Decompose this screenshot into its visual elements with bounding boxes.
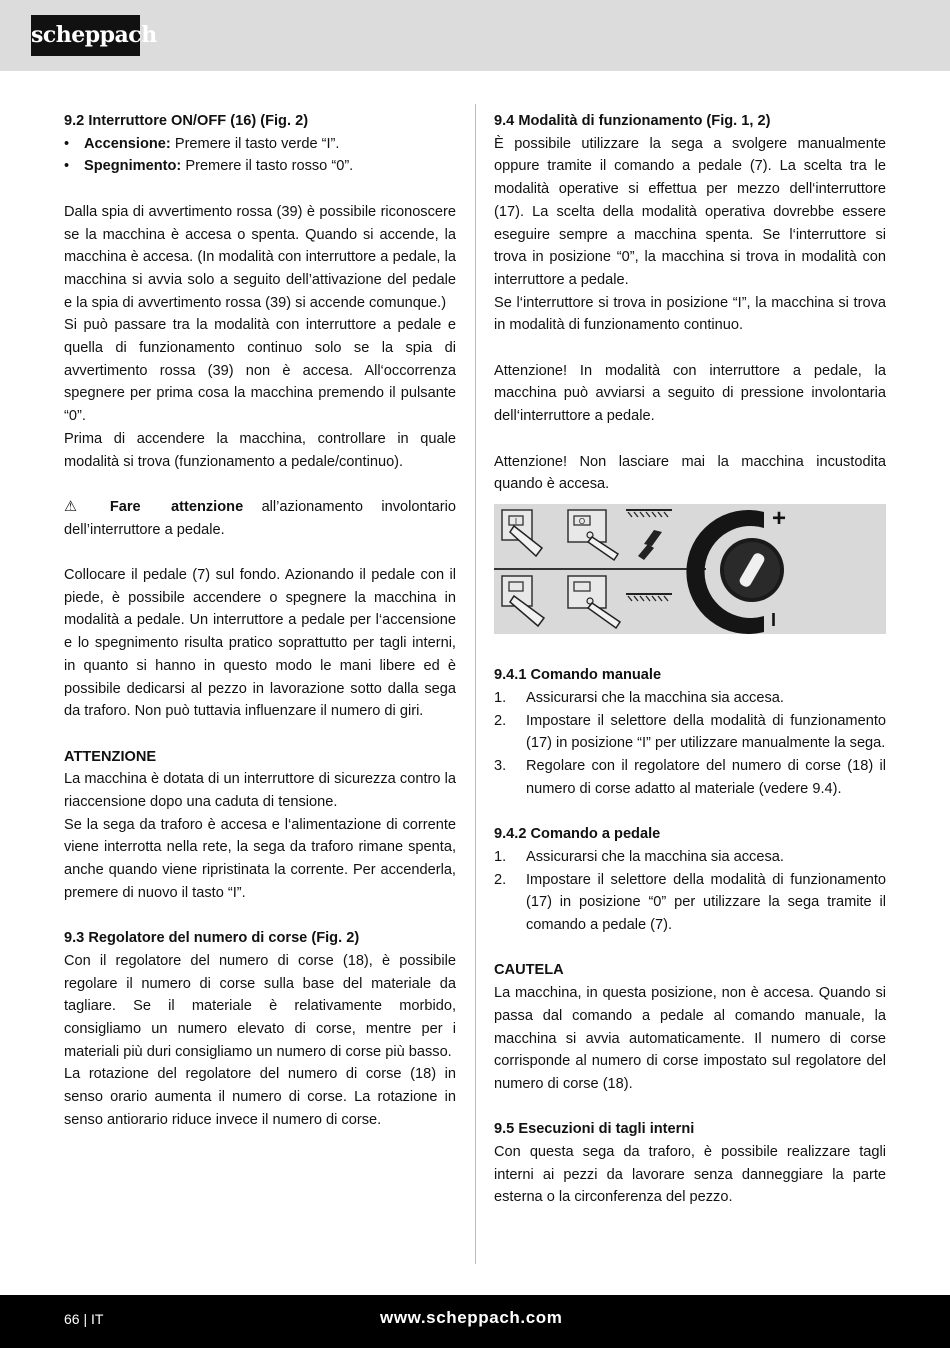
list-item: 1. Assicurarsi che la macchina sia accesa. xyxy=(494,848,784,865)
section-9-4-1-title: 9.4.1 Comando manuale xyxy=(494,667,662,684)
paragraph: Attenzione! Non lasciare mai la macchina incustodita quando è accesa. xyxy=(494,453,886,493)
list-item: 2. Impostare il selettore della modalità di funzionamento (17) in posizione “0” per utilizzare la sega tramite il comando a pedale (7). xyxy=(494,871,886,934)
minus-icon: I xyxy=(771,609,777,630)
paragraph: È possibile utilizzare la sega a svolgere manualmente oppure tramite il comando a pedale (7). La scelta tra le modalità operative si effettua per mezzo dell‘interruttore (17). La scelta della modalità operativa dovrebbe essere eseguire sempre a macchina spenta. Se l‘interruttore si trova in posizione “0”, la macchina si trova in modalità con interruttore a pedale. xyxy=(494,135,886,288)
column-divider xyxy=(475,104,476,1264)
list-item: 2. Impostare il selettore della modalità di funzionamento (17) in posizione “I” per utilizzare manualmente la sega. xyxy=(494,712,886,752)
brand-logo: scheppach xyxy=(31,15,140,56)
caution-title: CAUTELA xyxy=(494,962,564,979)
list-item: 3. Regolare con il regolatore del numero di corse (18) il numero di corse adatto al materiale (vedere 9.4). xyxy=(494,758,886,797)
right-column xyxy=(494,110,886,1209)
section-9-2-title: 9.2 Interruttore ON/OFF (16) (Fig. 2) xyxy=(64,113,309,129)
section-9-3-title: 9.3 Regolatore del numero di corse (Fig. 2) xyxy=(64,930,360,947)
pedal-steps xyxy=(494,846,886,937)
paragraph: Collocare il pedale (7) sul fondo. Azionando il pedale con il piede, è possibile accendere o spegnere la macchina in modalità a pedale. Un interruttore a pedale per l‘accensione e lo spegnimento risulta pratico soprattutto per tagli interni, in quanto si hanno in questo modo le mani libere ed è possibile dedicarsi al pezzo in lavorazione sotto dalla sega da traforo. Non può tuttavia influenzare il numero di giri. xyxy=(64,567,456,720)
svg-text:O: O xyxy=(578,516,586,526)
page-footer xyxy=(0,1295,950,1348)
paragraph: Con il regolatore del numero di corse (18), è possibile regolare il numero di corse sulla base del materiale da tagliare. Se il materiale è relativamente morbido, consigliamo un numero elevato di corse, mentre per i materiali più duri consigliamo un numero di corse più basso. xyxy=(64,952,456,1060)
paragraph: Prima di accendere la macchina, controllare in quale modalità si trova (funzionamento a pedale/continuo). xyxy=(64,430,456,470)
list-item: 1. Assicurarsi che la macchina sia accesa. xyxy=(494,690,784,707)
warning-icon: ⚠ xyxy=(64,498,92,515)
attention-title: ATTENZIONE xyxy=(64,748,157,765)
manual-steps xyxy=(494,687,886,801)
section-9-4-2-title: 9.4.2 Comando a pedale xyxy=(494,826,661,843)
paragraph: Dalla spia di avvertimento rossa (39) è possibile riconoscere se la macchina è accesa o spenta. Quando si accende, la macchina è accesa. (In modalità con interruttore a pedale, la macchina si avvia solo a seguito dell’attivazione del pedale e la spia di avvertimento rossa (39) si accende comunque.) xyxy=(64,203,456,311)
page-header xyxy=(0,0,950,71)
paragraph: La macchina è dotata di un interruttore di sicurezza contro la riaccensione dopo una caduta di tensione. xyxy=(64,771,456,811)
section-9-4-title: 9.4 Modalità di funzionamento (Fig. 1, 2) xyxy=(494,113,771,129)
paragraph: Attenzione! In modalità con interruttore a pedale, la macchina può avviarsi a seguito di pressione involontaria dell‘interruttore a pedale. xyxy=(494,362,886,425)
warning-note: ⚠ Fare attenzione all’azionamento involontario dell’interruttore a pedale. xyxy=(64,498,456,538)
left-column xyxy=(64,110,456,1132)
website-url: www.scheppach.com xyxy=(380,1308,563,1327)
paragraph: Con questa sega da traforo, è possibile realizzare tagli interni ai pezzi da lavorare senza danneggiare la parte esterna o la circonferenza del pezzo. xyxy=(494,1144,886,1206)
list-item: • Accensione: Premere il tasto verde “I”. xyxy=(64,133,456,156)
paragraph: La macchina, in questa posizione, non è accesa. Quando si passa dal comando a pedale al comando manuale, la macchina si avvia automaticamente. Il numero di corse corrisponde al numero di corse impostato sul regolatore del numero di corse (18). xyxy=(494,985,886,1092)
list-item: • Spegnimento: Premere il tasto rosso “0”. xyxy=(64,155,456,178)
paragraph: Se la sega da traforo è accesa e l‘alimentazione di corrente viene interrotta nella rete, la sega da traforo rimane spenta, anche quando viene ripristinata la corrente. Per accenderla, premere di nuovo il tasto “I”. xyxy=(64,816,456,901)
section-9-5-title: 9.5 Esecuzioni di tagli interni xyxy=(494,1121,695,1138)
page-number: 66 | IT xyxy=(64,1311,104,1327)
mode-switch-figure xyxy=(494,504,886,634)
paragraph: Si può passare tra la modalità con interruttore a pedale e quella di funzionamento continuo solo se la spia di avvertimento rossa (39) non è accesa. All‘occorrenza spegnere per prima cosa la macchina premendo il pulsante “0”. xyxy=(64,317,456,425)
paragraph: Se l‘interruttore si trova in posizione “I”, la macchina si trova in modalità di funzionamento continuo. xyxy=(494,294,886,334)
svg-text:I: I xyxy=(514,516,518,526)
paragraph: La rotazione del regolatore del numero di corse (18) in senso orario aumenta il numero di corse. La rotazione in senso antiorario riduce invece il numero di corse. xyxy=(64,1066,456,1128)
on-off-list xyxy=(64,133,456,178)
plus-icon: + xyxy=(772,504,787,532)
